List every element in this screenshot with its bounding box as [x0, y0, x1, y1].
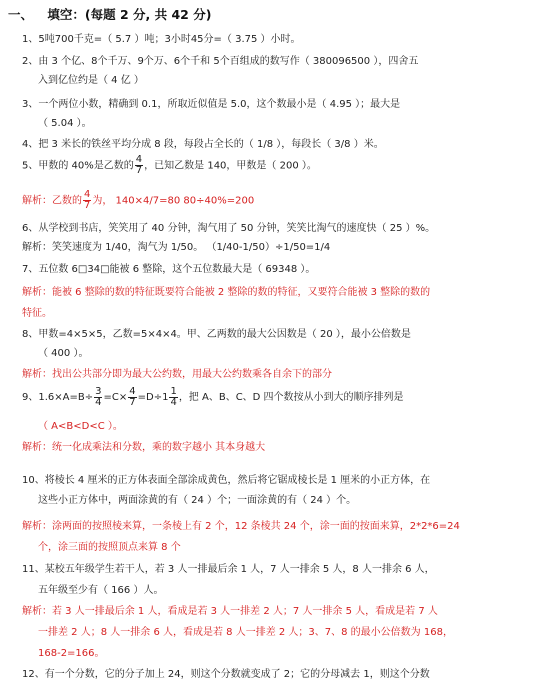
- question-10-line-2: 这些小正方体中，两面涂黄的有（ 24 ）个；一面涂黄的有（ 24 ）个。: [38, 495, 357, 506]
- question-4: 4、把 3 米长的铁丝平均分成 8 段，每段占全长的（ 1/8 ），每段长（ 3/8 ）米。: [22, 139, 384, 150]
- question-11-line-2: 五年级至少有（ 166 ）人。: [38, 585, 164, 596]
- question-7: 7、五位数 6□34□能被 6 整除，这个五位数最大是（ 69348 ）。: [22, 264, 316, 275]
- question-5: [22, 155, 317, 178]
- answer-11-line-1: 解析：若 3 人一排最后余 1 人，看成是若 3 人一排差 2 人；7 人一排余 5 人，看成是若 7 人: [22, 606, 438, 617]
- answer-5: 解析：乙数的 $\frac{4}{7}$ 为， 140×4/7=80 80÷40%=200: [22, 189, 255, 211]
- section-number: 一、: [8, 7, 34, 22]
- question-10-line-1: 10、将棱长 4 厘米的正方体表面全部涂成黄色，然后将它锯成棱长是 1 厘米的小正方体，在: [22, 475, 431, 486]
- section-title: 填空：(每题 2 分, 共 42 分): [47, 7, 212, 22]
- answer-11-line-3: 168-2=166。: [38, 648, 105, 659]
- answer-6: 解析：笑笑速度为 1/40，淘气为 1/50。 （1/40-1/50）÷1/50=1/4: [22, 242, 331, 253]
- question-11-line-1: 11、某校五年级学生若干人，若 3 人一排最后余 1 人，7 人一排余 5 人，8 人一排余 6 人，: [22, 564, 435, 575]
- question-8-line-1: 8、甲数=4×5×5，乙数=5×4×4。甲、乙两数的最大公因数是（ 20 ），最小公倍数是: [22, 329, 411, 340]
- question-6: 6、从学校到书店，笑笑用了 40 分钟，淘气用了 50 分钟，笑笑比淘气的速度快（ 25 ）%。: [22, 223, 436, 234]
- fraction: $\frac{3}{4}$: [95, 385, 102, 408]
- answer-9: 解析：统一化成乘法和分数，乘的数字越小 其本身越大: [22, 442, 266, 453]
- answer-7-line-1: 解析：能被 6 整除的数的特征既要符合能被 2 整除的数的特征，又要符合能被 3 整除的数的: [22, 287, 431, 298]
- question-8-line-2: （ 400 ）。: [38, 348, 89, 359]
- fraction: $\frac{4}{7}$: [84, 189, 91, 211]
- question-12: 12、有一个分数，它的分子加上 24，则这个分数就变成了 2；它的分母减去 1，则这个分数: [22, 669, 430, 680]
- answer-7-line-2: 特征。: [22, 308, 52, 319]
- answer-11-line-2: 一排差 2 人；8 人一排余 6 人，看成是若 8 人一排差 2 人；3、7、8 的最小公倍数为 168，: [38, 627, 453, 638]
- question-9-line-2: （ A<B<D<C ）。: [38, 421, 123, 432]
- fraction: $\frac{1}{4}$: [170, 385, 177, 408]
- answer-8: 解析：找出公共部分即为最大公约数，用最大公约数乘各自余下的部分: [22, 369, 332, 380]
- question-2-line-2: 入到亿位约是（ 4 亿 ）: [38, 75, 144, 86]
- fraction: $\frac{4}{7}$: [129, 385, 136, 408]
- question-3-line-2: （ 5.04 ）。: [38, 118, 92, 129]
- question-9-line-1: 9、1.6×A=B÷ $\frac{3}{4}$ =C× $\frac{4}{7}$ =D÷1 $\frac{1}{4}$ ，把 A、B、C、D 四个数按从小到大的顺序排列是: [22, 385, 404, 408]
- fraction: $\frac{4}{7}$: [135, 154, 143, 176]
- question-2-line-1: 2、由 3 个亿、8个千万、9个万、6个千和 5个百组成的数写作（ 380096500 ），四舍五: [22, 56, 419, 67]
- question-5-post: ，已知乙数是 140，甲数是（ 200 ）。: [144, 160, 317, 172]
- question-3-line-1: 3、一个两位小数，精确到 0.1，所取近似值是 5.0，这个数最小是（ 4.95 ）；最大是: [22, 99, 401, 110]
- section-heading: [8, 8, 211, 21]
- question-1: 1、5吨700千克=（ 5.7 ）吨；3小时45分=（ 3.75 ）小时。: [22, 34, 301, 45]
- question-5-pre: 5、甲数的 40%是乙数的: [22, 160, 134, 172]
- answer-10-line-1: 解析：涂两面的按照棱来算，一条棱上有 2 个，12 条棱共 24 个，涂一面的按面来算，2*2*6=24: [22, 521, 460, 532]
- answer-10-line-2: 个，涂三面的按照顶点来算 8 个: [38, 542, 181, 553]
